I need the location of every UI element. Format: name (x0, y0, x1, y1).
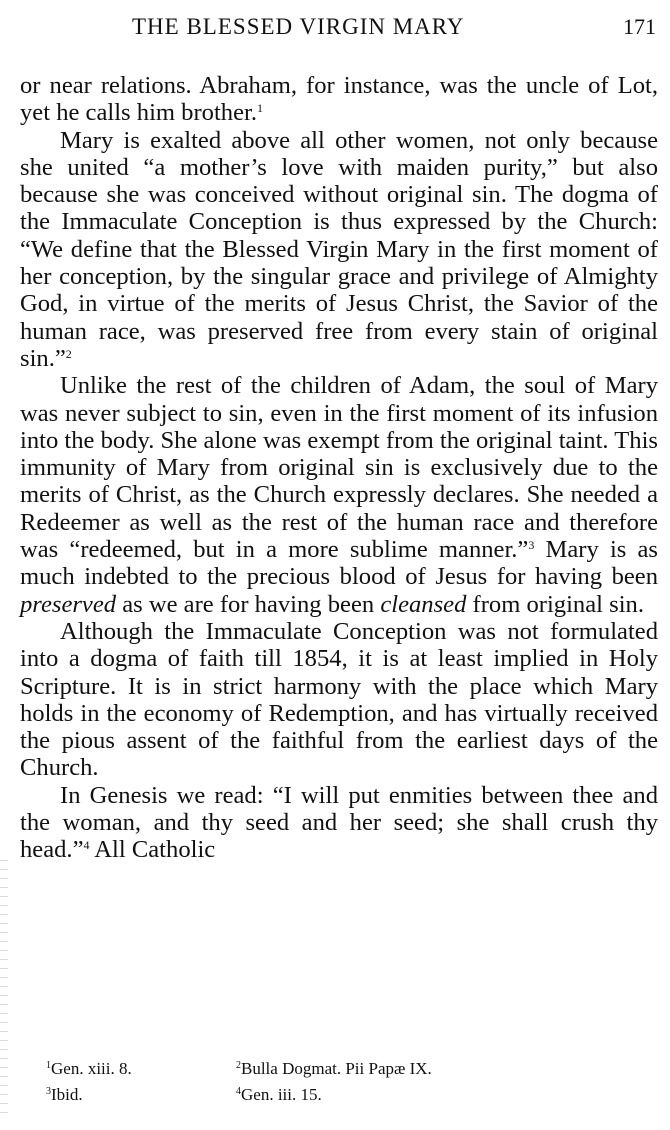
footnote-row (46, 1082, 566, 1108)
text-run: Mary is exalted above all other women, not only because she united “a mother’s love with maiden purity,” but also because she was conceived without original sin. The dogma of the Immaculate Conception is thus expressed by the Church: “We define that the Blessed Virgin Mary in the first moment of her conception, by the singular grace and privilege of Almighty God, in virtue of the merits of Jesus Christ, the Savior of the human race, was preserved free from every stain of original sin.” (20, 126, 658, 372)
footnote-ref: 1 (257, 101, 263, 116)
text-run: as we are for having been (116, 590, 381, 618)
page-number: 171 (623, 14, 656, 39)
text-run: Mary is as much indebted to the precious blood of Jesus for having been (20, 536, 659, 591)
footnote-1: $^1$Gen. xiii. 8. (46, 1059, 132, 1078)
paragraph (20, 372, 658, 618)
footnote-ref: 4 (83, 838, 90, 853)
footnote-ref: 3 (528, 538, 535, 553)
footnote-4: $^4$Gen. iii. 15. (236, 1085, 322, 1104)
footnotes (46, 1056, 566, 1108)
text-run: Unlike the rest of the children of Adam, the soul of Mary was never subject to sin, even in the first moment of its infusion into the body. She alone was exempt from the original taint. This immunity of Mary from original sin is exclusively due to the merits of Christ, as the Church expressly declares. She needed a Redeemer as well as the rest of the human race and therefore was “redeemed, but in a more sublime manner.” (20, 372, 658, 564)
footnote-2: $^2$Bulla Dogmat. Pii Papæ IX. (236, 1059, 432, 1078)
text-run: from original sin. (466, 590, 644, 618)
body-text (20, 72, 658, 864)
paragraph (20, 127, 658, 373)
text-run: All Catholic (89, 836, 216, 864)
paragraph (20, 72, 658, 127)
footnote-3: $^3$Ibid. (46, 1085, 83, 1104)
running-title: THE BLESSED VIRGIN MARY (132, 14, 465, 39)
footnote-row (46, 1056, 566, 1082)
paragraph (20, 618, 658, 782)
scan-margin-specks (0, 860, 8, 1120)
running-header (132, 14, 656, 40)
text-run: In Genesis we read: “I will put enmities between thee and the woman, and thy seed and her seed; she shall crush thy head.” (20, 781, 658, 864)
footnote-ref: 2 (65, 346, 72, 361)
emphasis-text: preserved (20, 590, 117, 618)
text-run: Although the Immaculate Conception was not formulated into a dogma of faith till 1854, it is at least implied in Holy Scripture. It is in strict harmony with the place which Mary holds in the economy of Redemption, and has virtually received the pious assent of the faithful from the earliest days of the Church. (20, 617, 658, 782)
paragraph (20, 782, 658, 864)
text-run: or near relations. Abraham, for instance, was the uncle of Lot, yet he calls him brother. (20, 72, 658, 127)
emphasis-text: cleansed (380, 590, 467, 618)
